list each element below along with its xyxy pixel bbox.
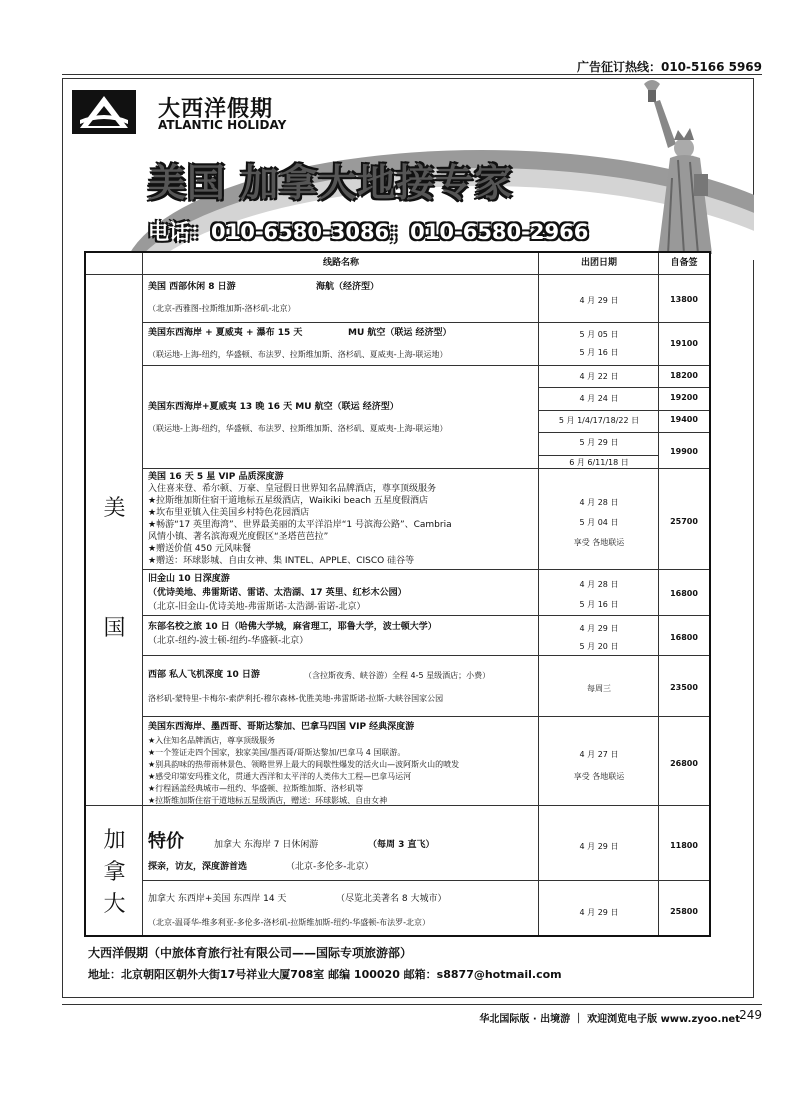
r2-title: 美国东西海岸 + 夏威夷 + 瀑布 15 天 [148,328,303,338]
r6-title: 东部名校之旅 10 日（哈佛大学城，麻省理工，耶鲁大学，波士顿大学） [148,622,437,632]
r10-date: 4 月 29 日 [579,908,619,917]
r4-title: 美国 16 天 5 星 VIP 品质深度游 [148,472,284,482]
r6-date-1: 4 月 29 日 [579,624,619,633]
header-route: 线路名称 [322,258,359,268]
r2-date-2: 5 月 16 日 [579,348,619,357]
r4-line-7: ★赠送：环球影城、自由女神、集 INTEL、APPLE、CISCO 硅谷等 [148,556,415,566]
r9-date: 4 月 29 日 [579,842,619,851]
region-ca-2: 拿 [103,860,126,885]
tour-table [84,251,711,937]
address-line: 地址：北京朝阳区朝外大街17号祥业大厦708室 邮编 100020 邮箱：s8877@hotmail.com [88,968,562,981]
r3-price-4: 19900 [670,447,698,456]
r2-date-1: 5 月 05 日 [579,330,619,339]
r4-line-3: ★坎布里亚镇入住美国乡村特色花园酒店 [148,508,310,518]
page-number: 249 [739,1008,762,1022]
r8-date-2: 享受 各地联运 [573,772,625,781]
header-date: 出团日期 [580,258,617,268]
brand-name-cn: 大西洋假期 [158,97,274,122]
company-line: 大西洋假期（中旅体育旅行社有限公司——国际专项旅游部） [88,946,413,960]
r3-date-2: 4 月 24 日 [579,394,619,403]
r10-price: 25800 [670,907,698,916]
r9-special: 特价 [148,831,184,852]
r3-price-2: 19200 [670,393,698,402]
r8-line-4: ★感受印第安玛雅文化，贯通大西洋和太平洋的人类伟大工程—巴拿马运河 [148,772,412,781]
r8-date-1: 4 月 27 日 [579,750,619,759]
r8-line-6: ★拉斯维加斯住宿干道地标五星级酒店，赠送：环球影城、自由女神 [148,796,388,805]
header-visa: 自备签 [670,258,698,268]
r1-air: 海航（经济型） [316,282,380,292]
bottom-rule [62,1004,762,1005]
r5-price: 16800 [670,589,698,598]
top-rule [62,74,762,75]
r1-title: 美国 西部休闲 8 日游 [148,282,236,292]
r8-line-3: ★别具韵味的热带雨林景色、领略世界上最大的间歇性爆发的活火山—波阿斯火山的喷发 [148,760,460,769]
r7-date: 每周三 [587,684,611,693]
r1-date: 4 月 29 日 [579,296,619,305]
r4-date-3: 享受 各地联运 [573,538,625,547]
region-us-1: 美 [103,496,126,521]
r2-route: （联运地-上海-纽约，华盛顿、布法罗、拉斯维加斯、洛杉矶、夏威夷-上海-联运地） [148,350,448,359]
r3-price-3: 19400 [670,415,698,424]
r4-line-4: ★畅游“17 英里海湾”、世界最美丽的太平洋沿岸“1 号滨海公路”、Cambria [148,520,452,530]
r8-line-1: ★入住知名品牌酒店，尊享顶级服务 [148,736,276,745]
r8-price: 26800 [670,759,698,768]
r7-price: 23500 [670,683,698,692]
r4-price: 25700 [670,517,698,526]
region-ca-1: 加 [103,828,126,853]
r10-route: （北京-温哥华-维多利亚-多伦多-洛杉矶-拉斯维加斯-纽约-华盛顿-布法罗-北京） [148,918,430,927]
r6-price: 16800 [670,633,698,642]
r9-route: （北京-多伦多-北京） [286,862,374,872]
r7-note: （含拉斯夜秀、峡谷游）全程 4-5 星级酒店；小费） [304,671,491,680]
r10-note: （尽览北美著名 8 大城市） [336,894,447,904]
r5-date-2: 5 月 16 日 [579,600,619,609]
r9-slogan: 探亲，访友，深度游首选 [148,862,248,872]
r9-price: 11800 [670,841,698,850]
r5-sub: （优诗美地、弗雷斯诺、雷诺、太浩湖、17 英里、红杉木公园） [148,588,407,598]
r10-title: 加拿大 东西岸+美国 东西岸 14 天 [148,894,287,904]
r3-route: （联运地-上海-纽约，华盛顿、布法罗、拉斯维加斯、洛杉矶、夏威夷-上海-联运地） [148,424,448,433]
r3-date-1: 4 月 22 日 [579,372,619,381]
r4-date-2: 5 月 04 日 [579,518,619,527]
r9-weekly: （每周 3 直飞） [368,840,435,850]
atlantic-logo-icon [72,90,136,134]
r8-line-2: ★一个签证走四个国家，独家美国/墨西哥/哥斯达黎加/巴拿马 4 国联游。 [148,748,406,757]
r7-route: 洛杉矶-蒙特里-卡梅尔-索萨利托-穆尔森林-优胜美地-弗雷斯诺-拉斯-大峡谷国家公园 [148,694,444,703]
r4-date-1: 4 月 28 日 [579,498,619,507]
r3-price-1: 18200 [670,371,698,380]
r8-title: 美国东西海岸、墨西哥、哥斯达黎加、巴拿马四国 VIP 经典深度游 [148,722,415,732]
r3-date-4: 5 月 29 日 [579,438,619,447]
r9-title: 加拿大 东海岸 7 日休闲游 [214,840,319,850]
r2-price: 19100 [670,339,698,348]
r5-route: （北京-旧金山-优诗美地-弗雷斯诺-太浩湖-雷诺-北京） [148,602,366,612]
r3-date-3: 5 月 1/4/17/18/22 日 [558,416,640,425]
statue-of-liberty-icon [638,78,748,256]
r3-date-5: 6 月 6/11/18 日 [569,458,629,467]
region-us-2: 国 [103,616,126,641]
r4-line-2: ★拉斯维加斯住宿干道地标五星级酒店，Waikiki beach 五星度假酒店 [148,496,428,506]
r4-line-1: 入住喜来登、希尔顿、万豪、皇冠假日世界知名品牌酒店，尊享顶级服务 [148,484,437,494]
r4-line-6: ★赠送价值 450 元风味餐 [148,544,251,554]
r4-line-5: 风情小镇、著名滨海观光度假区“圣塔芭芭拉” [148,532,329,542]
r5-title: 旧金山 10 日深度游 [148,574,230,584]
ad-hotline: 广告征订热线：010-5166 5969 [576,60,762,74]
r3-title: 美国东西海岸+夏威夷 13 晚 16 天 MU 航空（联运 经济型） [148,402,399,412]
phone-numbers: 电话：010-6580-3086；010-6580-2966 [148,220,589,244]
r7-title: 西部 私人飞机深度 10 日游 [148,670,260,680]
r1-route: （北京-西雅图-拉斯维加斯-洛杉矶-北京） [148,304,296,313]
r1-price: 13800 [670,295,698,304]
bottom-bar-text: 华北国际版 · 出境游 ｜ 欢迎浏览电子版 www.zyoo.net [479,1014,740,1025]
r2-air: MU 航空（联运 经济型） [348,328,452,338]
r6-date-2: 5 月 20 日 [579,642,619,651]
region-ca-3: 大 [103,892,126,917]
brand-name-en: ATLANTIC HOLIDAY [158,118,287,132]
r8-line-5: ★行程涵盖经典城市—纽约、华盛顿、拉斯维加斯、洛杉矶等 [148,784,364,793]
headline: 美国 加拿大地接专家 [148,161,514,205]
r5-date-1: 4 月 28 日 [579,580,619,589]
r6-route: （北京-纽约-波士顿-纽约-华盛顿-北京） [148,636,309,646]
